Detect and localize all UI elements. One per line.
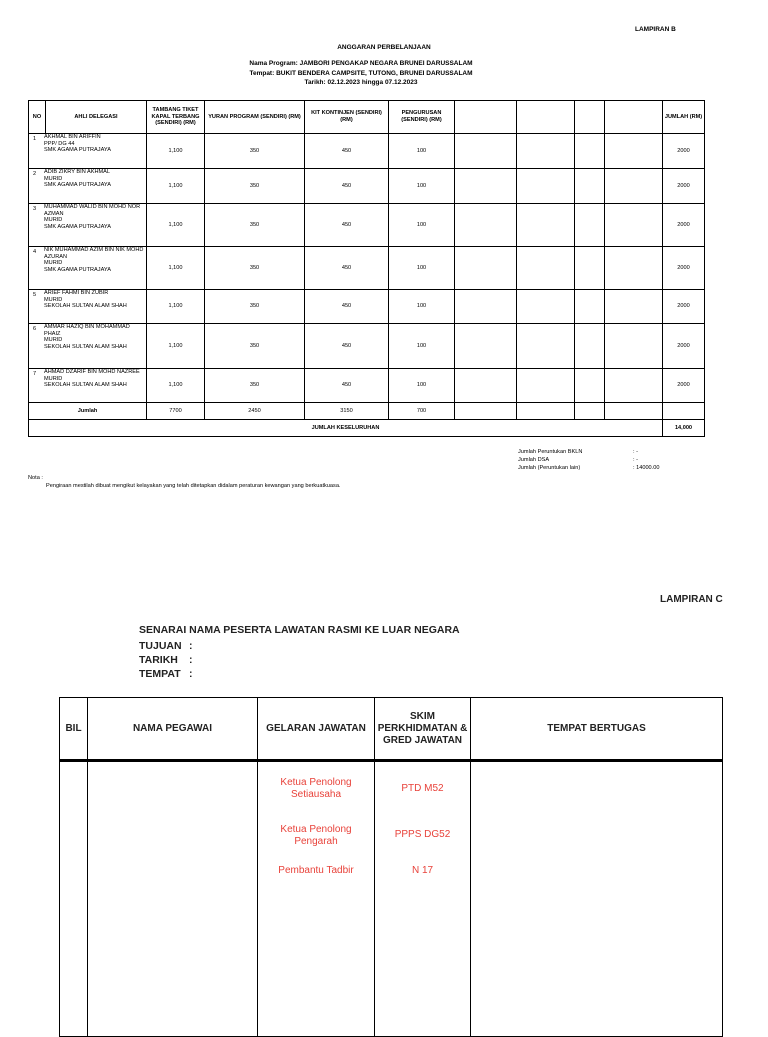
col-nama-pegawai: NAMA PEGAWAI [132, 722, 213, 734]
col-pengurusan: PENGURUSAN (SENDIRI) (RM) [389, 101, 455, 134]
cell-yuran: 350 [205, 169, 305, 204]
skim-entry: N 17 [411, 865, 434, 876]
cell-yuran: 350 [205, 324, 305, 369]
cell-empty [663, 403, 705, 420]
skim-entry: PPPS DG52 [394, 829, 451, 840]
col-no: NO [29, 101, 46, 134]
participant-table [59, 697, 723, 1037]
cell-empty [455, 403, 517, 420]
cell-empty [517, 134, 575, 169]
allocation-label: Jumlah (Peruntukan lain) [518, 465, 581, 471]
cell-empty [605, 169, 663, 204]
col-empty-4 [605, 101, 663, 134]
allocation-value: : - [633, 457, 638, 463]
cell-kit: 450 [305, 134, 389, 169]
cell-empty [575, 369, 605, 403]
delegate-name: AKHMAL BIN ARIFFIN [44, 134, 101, 140]
cell-empty [455, 290, 517, 324]
cell-tiket: 1,100 [147, 290, 205, 324]
delegate-detail: MURID [44, 337, 63, 344]
delegate-detail: MURID [44, 296, 63, 303]
cell-jumlah: 2000 [663, 134, 705, 169]
col-skim-gred: SKIM PERKHIDMATAN & GRED JAWATAN [377, 710, 468, 746]
delegate-detail: SMK AGAMA PUTRAJAYA [44, 182, 111, 189]
col-bil: BIL [65, 722, 82, 734]
gelaran-entry: Pembantu Tadbir [278, 865, 354, 876]
cell-kit: 450 [305, 169, 389, 204]
col-empty-1 [455, 101, 517, 134]
delegate-detail: MURID [44, 217, 63, 224]
delegate-detail: MURID [44, 260, 63, 267]
allocation-value: : 14000.00 [633, 465, 660, 471]
total-kit: 3150 [305, 403, 389, 420]
field-tarikh-label: TARIKH [139, 654, 178, 666]
program-place: Tempat: BUKIT BENDERA CAMPSITE, TUTONG, BRUNEI DARUSSALAM [249, 70, 473, 77]
cell-yuran: 350 [205, 290, 305, 324]
row-number: 5 [33, 292, 37, 298]
row-number: 6 [33, 326, 37, 332]
delegate-detail: SEKOLAH SULTAN ALAM SHAH [44, 303, 127, 310]
row-number: 7 [33, 371, 37, 377]
delegate-detail: PPP/ DG 44 [44, 140, 75, 147]
cell-empty [605, 247, 663, 290]
nota-text: Pengiraan mestilah dibuat mengikut kelayakan yang telah ditetapkan didalam peraturan kewangan yang berkuatkuasa. [46, 483, 341, 489]
table-row [29, 369, 705, 403]
delegate-cell [29, 369, 147, 403]
total-yuran: 2450 [205, 403, 305, 420]
cell-empty [455, 204, 517, 247]
delegate-name: MUHAMMAD WALID BIN MOHD NOR AZMAN [44, 204, 141, 217]
cell-empty [517, 247, 575, 290]
cell-yuran: 350 [205, 369, 305, 403]
cell-pengurusan: 100 [389, 204, 455, 247]
allocation-label: Jumlah DSA [518, 457, 550, 463]
cell-pengurusan: 100 [389, 134, 455, 169]
col-jumlah: JUMLAH (RM) [663, 101, 705, 134]
cell-empty [605, 369, 663, 403]
cell-tiket: 1,100 [147, 247, 205, 290]
cell-jumlah: 2000 [663, 247, 705, 290]
cell-empty [575, 290, 605, 324]
delegate-cell [29, 247, 147, 290]
cell-empty [517, 403, 575, 420]
cell-jumlah: 2000 [663, 169, 705, 204]
field-colon: : [189, 640, 193, 652]
field-tempat-label: TEMPAT [139, 668, 181, 680]
cell-jumlah: 2000 [663, 369, 705, 403]
delegate-name: ADIB ZIKRY BIN AKHMAL [44, 169, 111, 175]
cell-empty [605, 204, 663, 247]
cell-kit: 450 [305, 290, 389, 324]
cell-empty [575, 169, 605, 204]
table-row [29, 290, 705, 324]
cell-empty [517, 324, 575, 369]
cell-yuran: 350 [205, 204, 305, 247]
budget-title: ANGGARAN PERBELANJAAN [337, 44, 431, 51]
cell-empty [517, 369, 575, 403]
allocation-value: : - [633, 449, 638, 455]
cell-empty [575, 247, 605, 290]
col-kit: KIT KONTINJEN (SENDIRI) (RM) [305, 101, 389, 134]
cell-tiket: 1,100 [147, 204, 205, 247]
skim-entry: PTD M52 [401, 783, 444, 794]
col-empty-2 [517, 101, 575, 134]
participant-list-title: SENARAI NAMA PESERTA LAWATAN RASMI KE LUAR NEGARA [139, 624, 460, 636]
cell-kit: 450 [305, 247, 389, 290]
delegate-cell [29, 290, 147, 324]
delegate-name: AHMAD DZARIF BIN MOHD NAZREE [44, 369, 140, 375]
delegate-detail: MURID [44, 175, 63, 182]
cell-kit: 450 [305, 204, 389, 247]
program-name: Nama Program: JAMBORI PENGAKAP NEGARA BRUNEI DARUSSALAM [249, 60, 473, 67]
delegate-cell [29, 324, 147, 369]
cell-jumlah: 2000 [663, 324, 705, 369]
cell-pengurusan: 100 [389, 324, 455, 369]
grand-total-row [29, 420, 705, 437]
program-date: Tarikh: 02.12.2023 hingga 07.12.2023 [304, 79, 418, 86]
row-number: 1 [33, 136, 37, 142]
cell-jumlah: 2000 [663, 290, 705, 324]
total-pengurusan: 700 [389, 403, 455, 420]
cell-tiket: 1,100 [147, 324, 205, 369]
cell-empty [605, 290, 663, 324]
allocation-label: Jumlah Peruntukan BKLN [518, 449, 583, 455]
gelaran-entry: Ketua Penolong Setiausaha [280, 777, 352, 800]
col-empty-3 [575, 101, 605, 134]
cell-kit: 450 [305, 324, 389, 369]
cell-empty [575, 403, 605, 420]
lampiran-c-label: LAMPIRAN C [660, 594, 723, 605]
cell-empty [605, 403, 663, 420]
delegate-name: ARIEF FAHMI BIN ZUBIR [44, 290, 109, 296]
cell-kit: 450 [305, 369, 389, 403]
table-row [29, 324, 705, 369]
total-tiket: 7700 [147, 403, 205, 420]
col-yuran: YURAN PROGRAM (SENDIRI) (RM) [205, 101, 305, 134]
delegate-detail: MURID [44, 375, 63, 382]
field-colon: : [189, 668, 193, 680]
cell-empty [455, 369, 517, 403]
cell-empty [455, 134, 517, 169]
col-ahli-delegasi: AHLI DELEGASI [46, 101, 147, 134]
cell-pengurusan: 100 [389, 290, 455, 324]
cell-yuran: 350 [205, 247, 305, 290]
cell-yuran: 350 [205, 134, 305, 169]
field-colon: : [189, 654, 193, 666]
cell-empty [575, 134, 605, 169]
row-number: 4 [33, 249, 37, 255]
grand-total-value: 14,000 [663, 420, 705, 437]
cell-tiket: 1,100 [147, 369, 205, 403]
delegate-name: AMMAR HAZIQ BIN MOHAMMAD PHAIZ [44, 324, 130, 337]
total-row [29, 403, 705, 420]
delegate-name: NIK MUHAMMAD AZIM BIN NIK MOHD AZURAN [44, 247, 144, 260]
cell-empty [517, 204, 575, 247]
cell-empty [455, 169, 517, 204]
row-number: 2 [33, 171, 37, 177]
gelaran-entry: Ketua Penolong Pengarah [280, 824, 352, 847]
row-number: 3 [33, 206, 37, 212]
col-tiket: TAMBANG TIKET KAPAL TERBANG (SENDIRI) (RM) [147, 101, 205, 134]
cell-empty [517, 290, 575, 324]
budget-table [28, 100, 705, 437]
cell-empty [575, 324, 605, 369]
cell-tiket: 1,100 [147, 169, 205, 204]
cell-jumlah: 2000 [663, 204, 705, 247]
cell-empty [605, 134, 663, 169]
table-row [29, 169, 705, 204]
table-row [29, 204, 705, 247]
delegate-cell [29, 134, 147, 169]
grand-total-label: JUMLAH KESELURUHAN [29, 420, 663, 437]
nota-label: Nota : [28, 475, 43, 481]
delegate-detail: SMK AGAMA PUTRAJAYA [44, 147, 111, 154]
cell-tiket: 1,100 [147, 134, 205, 169]
col-gelaran-jawatan: GELARAN JAWATAN [266, 722, 366, 734]
cell-empty [575, 204, 605, 247]
cell-empty [517, 169, 575, 204]
delegate-cell [29, 169, 147, 204]
cell-empty [605, 324, 663, 369]
delegate-detail: SMK AGAMA PUTRAJAYA [44, 223, 111, 230]
cell-pengurusan: 100 [389, 169, 455, 204]
col-tempat-bertugas: TEMPAT BERTUGAS [547, 722, 646, 734]
cell-empty [455, 247, 517, 290]
table-row [29, 134, 705, 169]
cell-pengurusan: 100 [389, 247, 455, 290]
total-label: Jumlah [29, 403, 147, 420]
delegate-cell [29, 204, 147, 247]
delegate-detail: SMK AGAMA PUTRAJAYA [44, 266, 111, 273]
lampiran-b-label: LAMPIRAN B [635, 26, 676, 33]
delegate-detail: SEKOLAH SULTAN ALAM SHAH [44, 382, 127, 389]
field-tujuan-label: TUJUAN [139, 640, 182, 652]
cell-empty [455, 324, 517, 369]
table-row [29, 247, 705, 290]
cell-pengurusan: 100 [389, 369, 455, 403]
delegate-detail: SEKOLAH SULTAN ALAM SHAH [44, 343, 127, 350]
